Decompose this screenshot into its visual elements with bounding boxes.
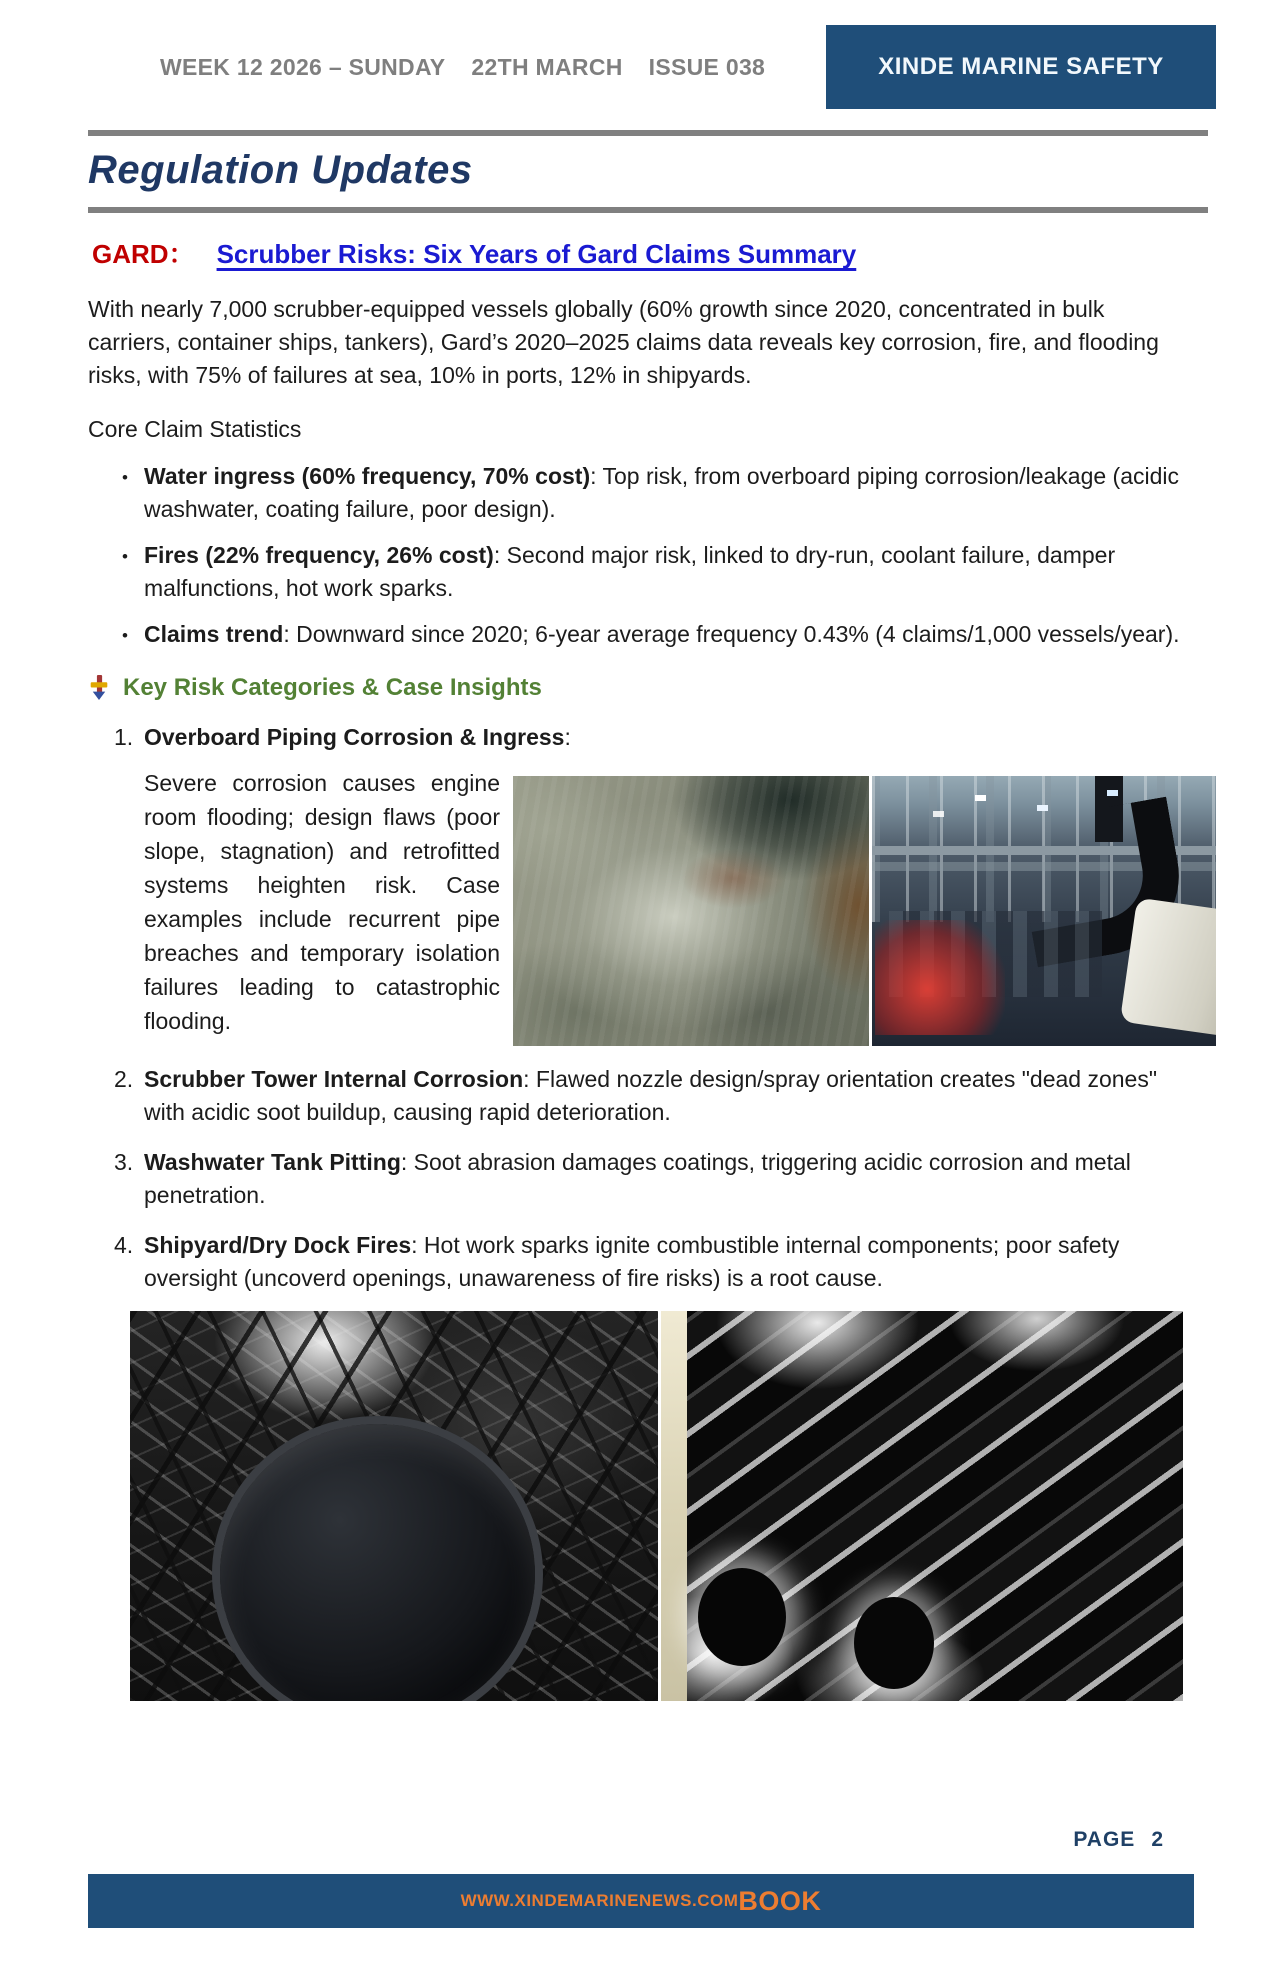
dark-circular-duct — [220, 1424, 535, 1701]
burned-scrubber-structure-photo — [130, 1311, 658, 1701]
item-title-lead: Overboard Piping Corrosion & Ingress — [144, 724, 565, 750]
risk-categories-heading — [88, 671, 1216, 704]
item-lead: Scrubber Tower Internal Corrosion — [144, 1066, 524, 1092]
item-number: 2. — [114, 1066, 134, 1092]
footer-site-url[interactable]: WWW.XINDEMARINENEWS.COM — [460, 1891, 739, 1910]
item-number: 4. — [114, 1232, 134, 1258]
source-label: GARD： — [92, 239, 195, 269]
white-tank — [1120, 897, 1216, 1037]
page-number-value: 2 — [1151, 1828, 1164, 1851]
page-title: Regulation Updates — [88, 148, 473, 192]
risk-item-1-heading — [114, 721, 1216, 754]
item-1-text: Severe corrosion causes engine room flooding; design flaws (poor slope, stagnation) and retrofitted systems heighten risk. Case examples include recurrent pipe breaches and temporary isolation failures leading to catastrophic flooding. — [144, 770, 500, 1034]
page-header — [160, 25, 1216, 109]
claims-bullet-list — [88, 460, 1216, 651]
issue-date: 22TH MARCH — [471, 53, 623, 80]
ceiling-lights — [975, 795, 986, 801]
bullet-rest: : Second major risk, linked to dry-run, coolant failure, damper malfunctions, hot work sparks. — [144, 542, 1116, 601]
colored-plus-marker-icon — [88, 674, 110, 701]
page-label: PAGE — [1073, 1828, 1136, 1851]
risk-item-4 — [114, 1229, 1216, 1295]
article-source-line — [92, 238, 1216, 271]
burnt-hole-right — [854, 1597, 934, 1689]
bullet-water-ingress — [116, 460, 1186, 526]
item-number: 3. — [114, 1149, 134, 1175]
item-rest: : Flawed nozzle design/spray orientation creates "dead zones" with acidic soot buildup, causing rapid deterioration. — [144, 1066, 1157, 1125]
footer-bar — [88, 1874, 1194, 1928]
risk-item-1-body — [144, 766, 1216, 1046]
article — [88, 238, 1216, 1701]
engine-room-piping-photo — [872, 776, 1216, 1046]
stats-heading: Core Claim Statistics — [88, 416, 302, 442]
risk-item-3 — [114, 1146, 1216, 1212]
article-headline-link[interactable]: Scrubber Risks: Six Years of Gard Claims Summary — [216, 239, 857, 269]
item-text — [144, 1146, 1216, 1212]
item-text — [144, 1063, 1216, 1129]
issue-week: WEEK 12 2026 – SUNDAY — [160, 53, 446, 80]
page-number — [1073, 1828, 1164, 1852]
burned-demister-slats-photo — [661, 1311, 1183, 1701]
bullet-lead: Water ingress (60% frequency, 70% cost) — [144, 463, 591, 489]
intro-paragraph: With nearly 7,000 scrubber-equipped vessels globally (60% growth since 2020, concentrated in bulk carriers, container ships, tankers), Gard’s 2020–2025 claims data reveals key corrosion, fire, and flooding risks, with 75% of failures at sea, 10% in ports, 12% in shipyards. — [88, 296, 1159, 388]
bullet-rest: : Downward since 2020; 6-year average frequency 0.43% (4 claims/1,000 vessels/year). — [283, 621, 1180, 647]
item-number: 1. — [114, 724, 134, 750]
divider-top — [88, 130, 1208, 136]
divider-under-title — [88, 207, 1208, 213]
bullet-rest: : Top risk, from overboard piping corrosion/leakage (acidic washwater, coating failure, poor design). — [144, 463, 1180, 522]
corroded-plate-photo — [513, 776, 869, 1046]
photo-row-1 — [513, 776, 1216, 1046]
item-lead: Washwater Tank Pitting — [144, 1149, 401, 1175]
item-text — [144, 1229, 1216, 1295]
bullet-lead: Claims trend — [144, 621, 284, 647]
burnt-hole-left — [698, 1568, 786, 1666]
brand-name: XINDE MARINE SAFETY — [878, 53, 1164, 80]
item-lead: Shipyard/Dry Dock Fires — [144, 1232, 412, 1258]
bullet-lead: Fires (22% frequency, 26% cost) — [144, 542, 494, 568]
item-rest: : Soot abrasion damages coatings, triggering acidic corrosion and metal penetration. — [144, 1149, 1131, 1208]
item-title — [144, 721, 1216, 754]
issue-meta — [160, 54, 765, 81]
photo-row-2 — [130, 1311, 1216, 1701]
bullet-claims-trend — [116, 618, 1186, 651]
footer-site-suffix: BOOK — [738, 1885, 822, 1916]
bullet-fires — [116, 539, 1186, 605]
risk-item-2 — [114, 1063, 1216, 1129]
item-rest: : Hot work sparks ignite combustible internal components; poor safety oversight (uncoverd openings, unawareness of fire risks) is a root cause. — [144, 1232, 1120, 1291]
brand-banner — [826, 25, 1216, 109]
red-glow — [875, 920, 1005, 1035]
item-title-rest: : — [564, 724, 571, 750]
risk-heading-label: Key Risk Categories & Case Insights — [123, 674, 542, 701]
beige-edge-sliver — [661, 1311, 687, 1701]
issue-number: ISSUE 038 — [648, 53, 766, 80]
